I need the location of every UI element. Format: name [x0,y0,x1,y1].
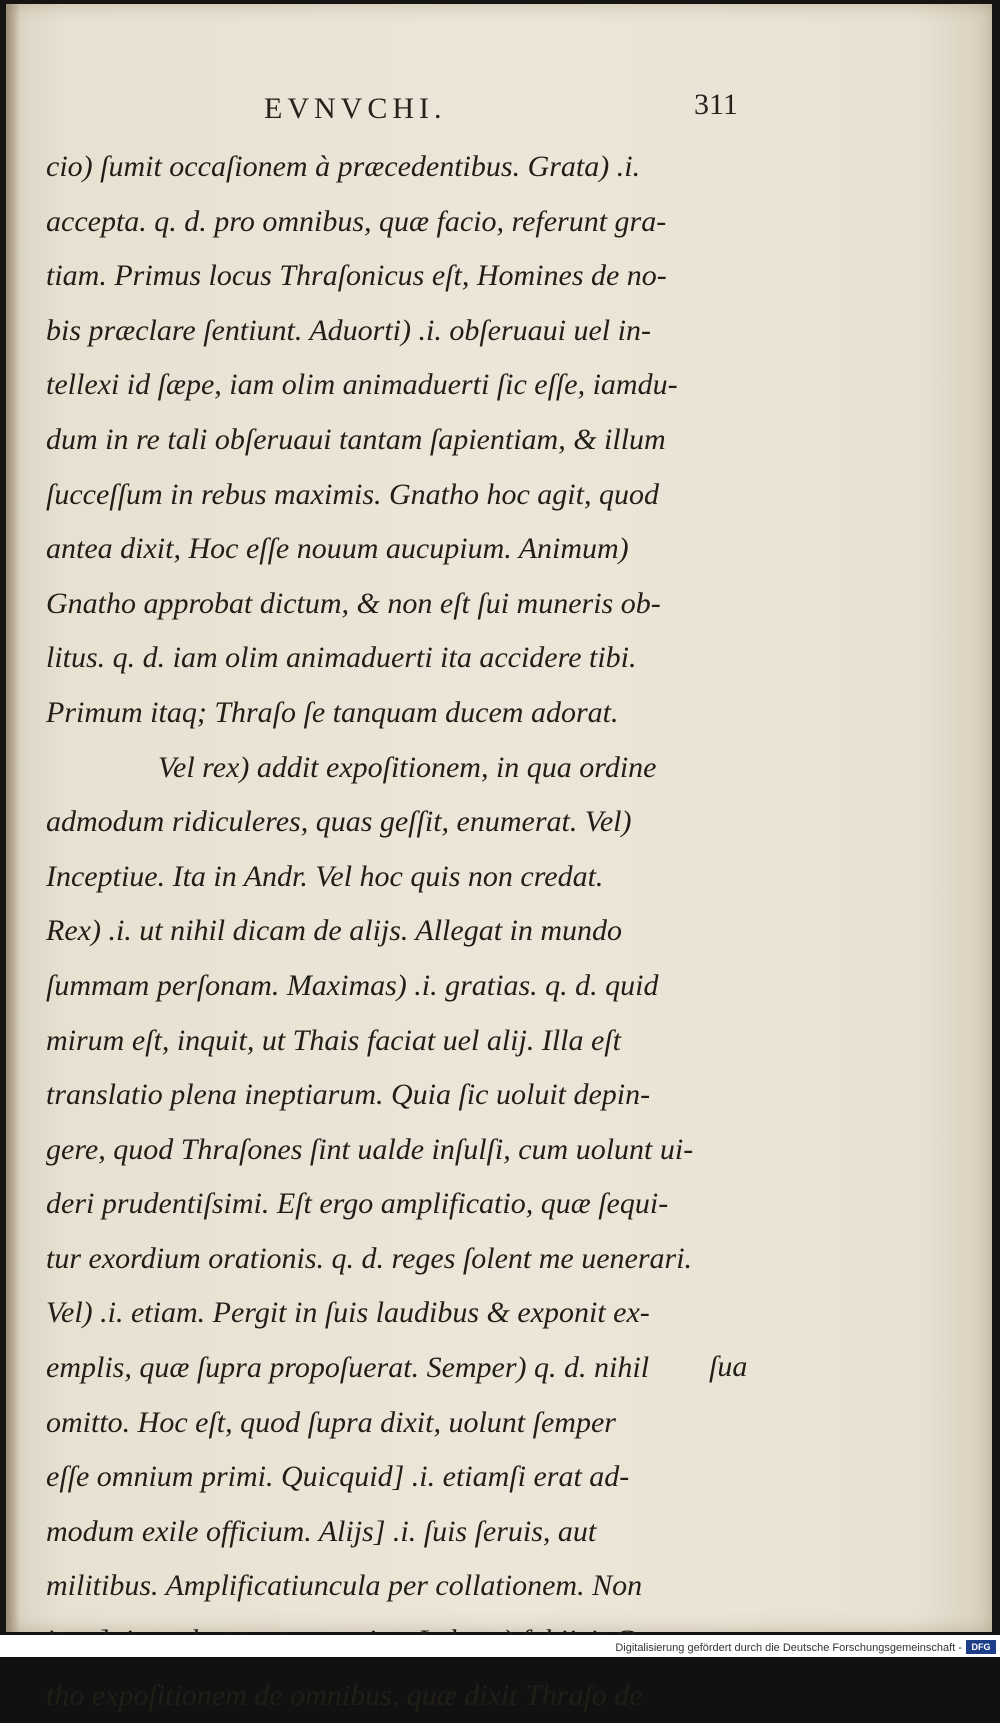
text-line: antea dixit, Hoc eſſe nouum aucupium. Animum) [46,532,629,566]
text-line: Gnatho approbat dictum, & non eſt ſui muneris ob- [46,586,661,620]
dfg-logo: DFG [966,1640,996,1654]
text-line-paragraph-start: Vel rex) addit expoſitionem, in qua ordine [158,750,657,784]
text-line: admodum ridiculeres, quas geſſit, enumerat. Vel) [46,805,632,839]
text-line: modum exile officium. Alijs] .i. ſuis ſeruis, aut [46,1514,597,1548]
text-line: translatio plena ineptiarum. Quia ſic uoluit depin- [46,1078,651,1112]
text-line: Inceptiue. Ita in Andr. Vel hoc quis non credat. [46,859,604,893]
footer-credit: Digitalisierung gefördert durch die Deutsche Forschungsgemeinschaft - [615,1642,962,1654]
text-line: tur exordium orationis. q. d. reges ſolent me uenerari. [46,1241,693,1275]
digitization-footer [0,1635,1000,1657]
text-line: cio) ſumit occaſionem à præcedentibus. Grata) .i. [46,150,641,183]
text-line: Vel) .i. etiam. Pergit in ſuis laudibus & exponit ex- [46,1296,650,1330]
text-line: eſſe omnium primi. Quicquid] .i. etiamſi erat ad- [46,1460,630,1494]
running-title: EVNVCHI. [264,92,447,125]
text-line: tho expoſitionem de omnibus, quæ dixit Thraſo de [46,1678,643,1712]
body-text [46,140,746,1723]
text-line: Rex) .i. ut nihil dicam de alijs. Allegat in mundo [46,914,623,948]
page-number: 311 [694,88,738,121]
catchword: ſua [709,1350,748,1383]
text-line: litus. q. d. iam olim animaduerti ita accidere tibi. [46,641,637,675]
text-line: deri prudentiſsimi. Eſt ergo amplificatio, quæ ſequi- [46,1187,669,1221]
text-line: mirum eſt, inquit, ut Thais faciat uel alij. Illa eſt [46,1023,621,1057]
text-line: gere, quod Thraſones ſint ualde inſulſi, cum uolunt ui- [46,1132,694,1166]
page-gutter-shadow [6,4,20,1632]
text-line: Primum itaq; Thraſo ſe tanquam ducem adorat. [46,695,619,729]
text-line: emplis, quæ ſupra propoſuerat. Semper) q. d. nihil [46,1351,650,1385]
text-line: dum in re tali obſeruaui tantam ſapientiam, & illum [46,422,666,456]
text-line: tellexi id ſæpe, iam olim animaduerti ſic eſſe, iamdu- [46,368,678,402]
text-line: ſucceſſum in rebus maximis. Gnatho hoc agit, quod [46,477,659,511]
text-line: militibus. Amplificatiuncula per collationem. Non [46,1569,643,1603]
text-line: ſummam perſonam. Maximas) .i. gratias. q. d. quid [46,968,659,1002]
text-line: tiam. Primus locus Thraſonicus eſt, Homines de no- [46,259,667,293]
text-line: bis præclare ſentiunt. Aduorti) .i. obſeruaui uel in- [46,313,651,347]
text-line: omitto. Hoc eſt, quod ſupra dixit, uolunt ſemper [46,1405,616,1439]
text-line: accepta. q. d. pro omnibus, quæ facio, referunt gra- [46,204,667,238]
